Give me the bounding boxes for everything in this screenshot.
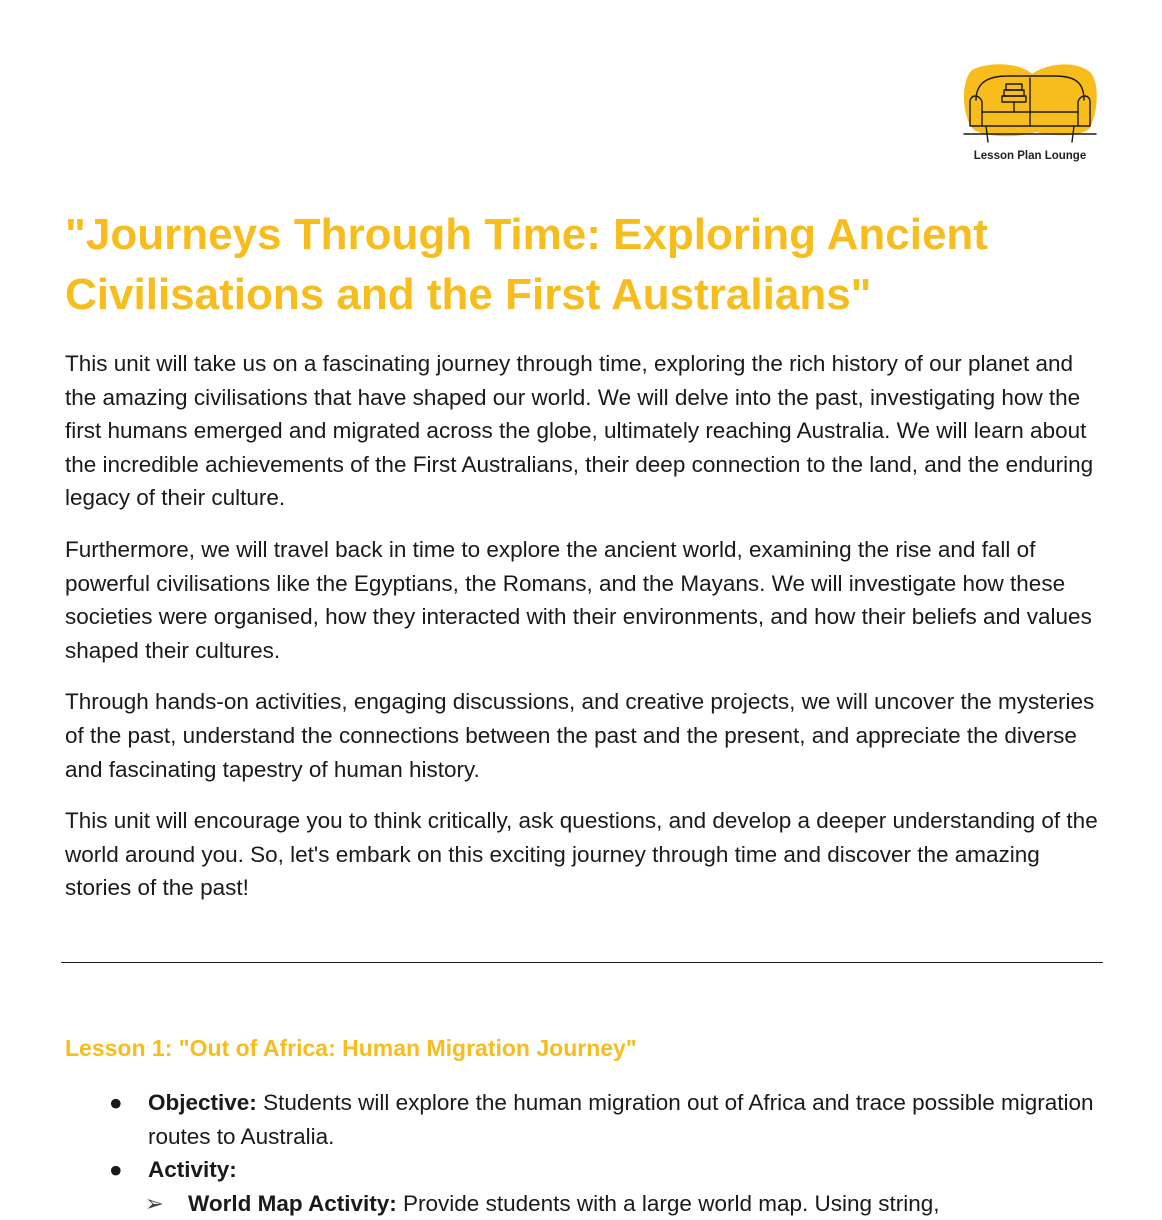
sub-list-item bbox=[145, 1187, 1105, 1220]
activity-label: Activity: bbox=[148, 1157, 237, 1183]
brand-logo bbox=[962, 62, 1098, 166]
arrow-bullet-icon: ➢ bbox=[145, 1190, 164, 1216]
sofa-logo-icon bbox=[962, 62, 1098, 150]
page-title: "Journeys Through Time: Exploring Ancient Civilisations and the First Australians" bbox=[65, 210, 988, 319]
sub-item-label: World Map Activity: bbox=[188, 1190, 397, 1216]
bullet-icon: ● bbox=[109, 1090, 123, 1115]
list-item bbox=[105, 1086, 1105, 1153]
intro-section bbox=[65, 347, 1105, 923]
intro-paragraph: This unit will encourage you to think critically, ask questions, and develop a deeper understanding of the world around you. So, let's embark on this exciting journey through time and discover the amazing stories of the past! bbox=[65, 808, 1098, 901]
intro-paragraph: Through hands-on activities, engaging discussions, and creative projects, we will uncover the mysteries of the past, understand the connections between the past and the present, and appreciate the diverse and fascinating tapestry of human history. bbox=[65, 689, 1095, 782]
lesson-list bbox=[105, 1086, 1105, 1220]
objective-label: Objective: bbox=[148, 1090, 257, 1115]
section-divider bbox=[61, 962, 1103, 963]
sub-item-text: Provide students with a large world map. Using string, bbox=[403, 1190, 940, 1216]
intro-paragraph: Furthermore, we will travel back in time to explore the ancient world, examining the rise and fall of powerful civilisations like the Egyptians, the Romans, and the Mayans. We will investigate how these societies were organised, how they interacted with their environments, and how their beliefs and values shaped their cultures. bbox=[65, 536, 1092, 663]
objective-text: Students will explore the human migration out of Africa and trace possible migration routes to Australia. bbox=[148, 1090, 1094, 1149]
intro-paragraph: This unit will take us on a fascinating journey through time, exploring the rich history of our planet and the amazing civilisations that have shaped our world. We will delve into the past, investigating how the first humans emerged and migrated across the globe, ultimately reaching Australia. We will learn about the incredible achievements of the First Australians, their deep connection to the land, and the enduring legacy of their culture. bbox=[65, 351, 1094, 511]
bullet-icon: ● bbox=[109, 1157, 123, 1183]
brand-name: Lesson Plan Lounge bbox=[973, 150, 1087, 162]
list-item bbox=[105, 1153, 1105, 1187]
lesson-heading: Lesson 1: "Out of Africa: Human Migration Journey" bbox=[65, 1035, 637, 1061]
